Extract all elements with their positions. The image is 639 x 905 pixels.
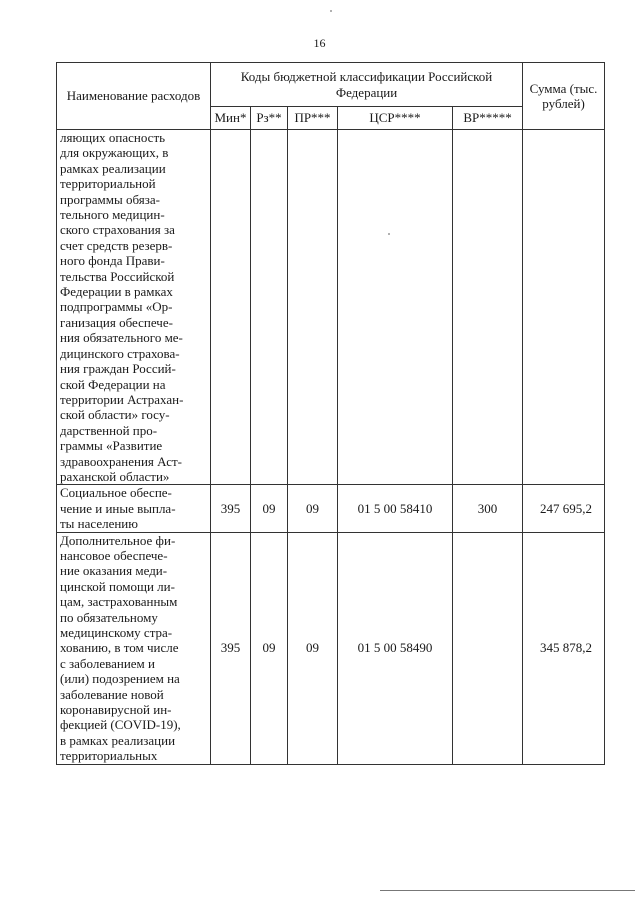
cell-sum [523,130,605,485]
scan-speck [330,10,332,12]
table-row [57,130,605,485]
cell-rz: 09 [251,532,288,764]
header-name-column: Наименование расходов [57,63,211,130]
row-description: ляющих опасность для окружающих, в рамках реализации территориальной программы обяза- тельного медицин- ского страхования за счет средств резерв- ного фонда Прави- тельства Российской Федерации в рамках подпрограммы «Ор- ганизация обеспече- ния обязательного ме- дицинского страхова- ния граждан Россий- ской Федерации на территории Астрахан- ской области» госу- дарственной про- граммы «Развитие здравоохранения Аст- раханской области» [57,130,211,485]
cell-csr [338,130,453,485]
scan-speck [388,233,390,235]
cell-sum: 247 695,2 [523,485,605,532]
cell-min: 395 [211,485,251,532]
row-description: Социальное обеспе- чение и иные выпла- ты населению [57,485,211,532]
cell-pr [288,130,338,485]
cell-rz: 09 [251,485,288,532]
table-row [57,485,605,532]
cell-vr: 300 [453,485,523,532]
header-codes-group: Коды бюджетной классификации Российской Федерации [211,63,523,107]
cell-pr: 09 [288,532,338,764]
cell-pr: 09 [288,485,338,532]
row-description: Дополнительное фи- нансовое обеспече- ние оказания меди- цинской помощи ли- цам, застрахованным по обязательному медицинскому стра- хованию, в том числе с заболеванием и (или) подозрением на заболевание новой коронавирусной ин- фекцией (COVID-19), в рамках реализации территориальных [57,532,211,764]
cell-csr: 01 5 00 58490 [338,532,453,764]
cell-vr [453,532,523,764]
cell-min [211,130,251,485]
header-csr: ЦСР**** [338,107,453,130]
cell-min: 395 [211,532,251,764]
header-min: Мин* [211,107,251,130]
header-rz: Рз** [251,107,288,130]
header-sum-column: Сумма (тыс. рублей) [523,63,605,130]
header-vr: ВР***** [453,107,523,130]
cell-csr: 01 5 00 58410 [338,485,453,532]
cell-rz [251,130,288,485]
cell-sum: 345 878,2 [523,532,605,764]
budget-table [56,62,605,765]
cell-vr [453,130,523,485]
table-row [57,532,605,764]
header-pr: ПР*** [288,107,338,130]
page-number: 16 [313,36,326,50]
scan-edge-line [380,890,635,891]
